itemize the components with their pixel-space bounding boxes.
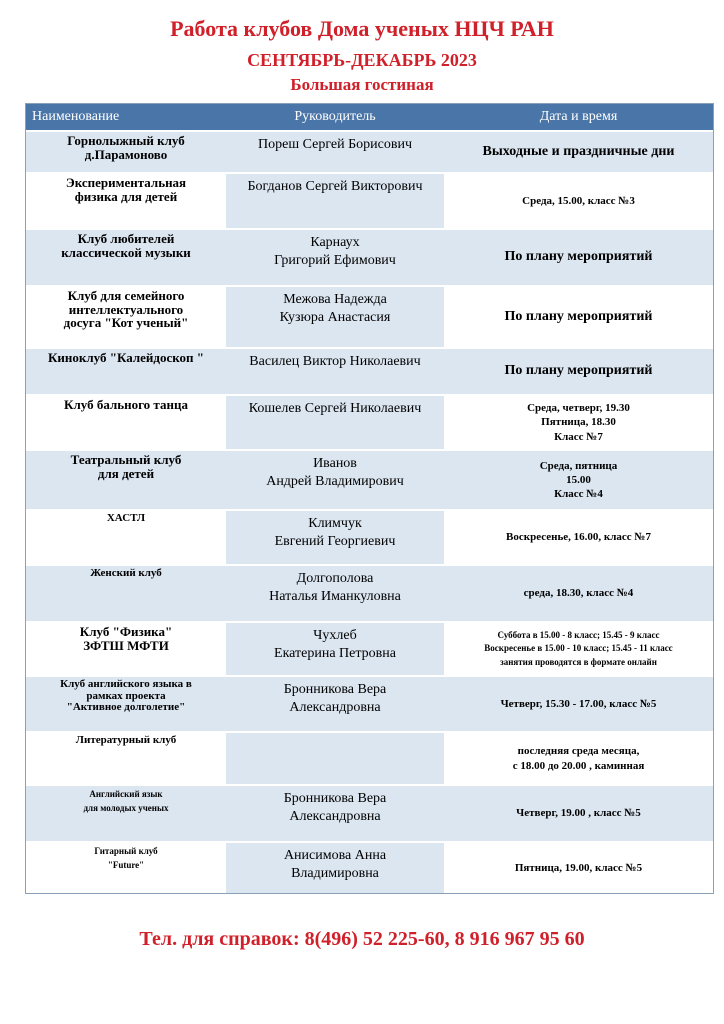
- schedule-cell: [444, 677, 713, 731]
- table-row: [26, 285, 713, 347]
- name-line: для молодых ученых: [83, 802, 169, 813]
- schedule-line: с 18.00 до 20.00 , каминная: [512, 759, 645, 772]
- leader-cell: [226, 287, 444, 347]
- leader-line: Бронникова Вера: [283, 791, 387, 806]
- table-row: [26, 347, 713, 394]
- schedule-line: Класс №4: [554, 488, 603, 501]
- name-line: Английский язык: [89, 789, 163, 799]
- schedule-cell: [444, 451, 713, 509]
- leader-line: Иванов: [313, 456, 357, 471]
- name-cell: [26, 733, 226, 784]
- schedule-cell: [444, 623, 713, 675]
- column-header-schedule: Дата и время: [539, 109, 618, 124]
- venue-subtitle: Большая гостиная: [290, 75, 434, 94]
- schedule-cell: [444, 396, 713, 449]
- name-line: Театральный клуб: [70, 452, 182, 467]
- name-line: физика для детей: [74, 188, 178, 204]
- period-subtitle: СЕНТЯБРЬ-ДЕКАБРЬ 2023: [247, 50, 477, 70]
- schedule-cell: [444, 786, 713, 841]
- schedule-line: Выходные и праздничные дни: [482, 143, 675, 159]
- column-header-name: Наименование: [32, 109, 120, 124]
- schedule-cell: [444, 287, 713, 347]
- leader-line: Богданов Сергей Викторович: [247, 179, 423, 194]
- leader-cell: [226, 677, 444, 731]
- schedule-line: По плану мероприятий: [504, 249, 653, 265]
- name-line: Клуб бального танца: [64, 397, 188, 412]
- schedule-line: Воскресенье в 15.00 - 10 класс; 15.45 - 11 класс: [484, 643, 673, 654]
- name-cell: [26, 786, 226, 841]
- name-cell: [26, 174, 226, 228]
- schedule-line: Суббота в 15.00 - 8 класс; 15.45 - 9 класс: [497, 629, 660, 640]
- name-line: Женский клуб: [90, 567, 162, 579]
- leader-line: Александровна: [289, 699, 381, 715]
- table-row: [26, 841, 713, 893]
- schedule-line: последняя среда месяца,: [517, 745, 640, 758]
- name-line: интеллектуального: [68, 301, 184, 317]
- name-line: "Активное долголетие": [66, 701, 186, 714]
- leader-line: Климчук: [308, 516, 362, 531]
- name-line: Клуб английского языка в: [60, 678, 192, 690]
- schedule-line: среда, 18.30, класс №4: [523, 587, 634, 600]
- leader-cell: [226, 451, 444, 509]
- schedule-line: Воскресенье, 16.00, класс №7: [506, 531, 651, 544]
- name-line: Горнолыжный клуб: [67, 133, 185, 148]
- name-line: досуга "Кот ученый": [63, 315, 189, 331]
- table-row: [26, 621, 713, 675]
- schedule-line: Четверг, 19.00 , класс №5: [516, 807, 641, 820]
- table-row: [26, 228, 713, 285]
- table-row: [26, 130, 713, 172]
- schedule-line: Среда, пятница: [539, 459, 618, 472]
- leader-line: Межова Надежда: [283, 292, 387, 307]
- leader-line: Карнаух: [310, 235, 360, 250]
- schedule-cell: [444, 174, 713, 228]
- leader-line: Кошелев Сергей Николаевич: [248, 401, 422, 416]
- name-cell: [26, 623, 226, 675]
- leader-cell: [226, 786, 444, 841]
- table-body: [26, 130, 713, 893]
- leader-line: Григорий Ефимович: [274, 252, 396, 268]
- leader-cell: [226, 349, 444, 394]
- schedule-line: 15.00: [566, 473, 591, 486]
- name-line: Клуб для семейного: [67, 288, 185, 303]
- name-cell: [26, 287, 226, 347]
- name-cell: [26, 843, 226, 893]
- leader-line: Евгений Георгиевич: [274, 533, 396, 549]
- name-cell: [26, 396, 226, 449]
- leader-line: Долгополова: [296, 571, 374, 586]
- schedule-cell: [444, 230, 713, 285]
- name-cell: [26, 566, 226, 621]
- name-cell: [26, 230, 226, 285]
- name-line: ЗФТШ МФТИ: [83, 637, 169, 653]
- leader-line: Кузюра Анастасия: [279, 309, 391, 325]
- table-row: [26, 509, 713, 564]
- contact-phone: Тел. для справок: 8(496) 52 225-60, 8 916 967 95 60: [139, 928, 585, 950]
- column-header-leader: Руководитель: [294, 109, 376, 124]
- name-cell: [26, 349, 226, 394]
- name-line: ХАСТЛ: [106, 512, 146, 524]
- table-row: [26, 675, 713, 731]
- name-line: Клуб любителей: [77, 231, 175, 246]
- schedule-line: Среда, четверг, 19.30: [527, 402, 630, 415]
- schedule-line: Класс №7: [554, 430, 603, 443]
- schedule-line: По плану мероприятий: [504, 363, 653, 379]
- name-line: Литературный клуб: [75, 734, 177, 746]
- leader-cell: [226, 174, 444, 228]
- leader-line: Наталья Иманкуловна: [269, 588, 401, 604]
- name-cell: [26, 451, 226, 509]
- leader-line: Чухлеб: [313, 628, 357, 643]
- name-line: для детей: [97, 465, 155, 481]
- name-line: рамках проекта: [86, 689, 166, 702]
- schedule-line: Пятница, 19.00, класс №5: [514, 861, 643, 874]
- leader-line: Александровна: [289, 808, 381, 824]
- leader-cell: [226, 511, 444, 564]
- name-cell: [26, 132, 226, 172]
- name-line: Экспериментальная: [65, 175, 187, 190]
- leader-line: Пореш Сергей Борисович: [258, 137, 412, 152]
- schedule-cell: [444, 511, 713, 564]
- table-row: [26, 564, 713, 621]
- table-row: [26, 394, 713, 449]
- schedule-line: Четверг, 15.30 - 17.00, класс №5: [500, 697, 657, 710]
- schedule-cell: [444, 566, 713, 621]
- leader-cell: [226, 733, 444, 784]
- leader-line: Андрей Владимирович: [266, 473, 404, 489]
- schedule-cell: [444, 843, 713, 893]
- table-row: [26, 172, 713, 228]
- name-cell: [26, 677, 226, 731]
- name-line: д.Парамоново: [84, 146, 168, 162]
- schedule-cell: [444, 349, 713, 394]
- leader-cell: [226, 396, 444, 449]
- clubs-table: [25, 103, 714, 894]
- leader-cell: [226, 230, 444, 285]
- leader-line: Бронникова Вера: [283, 682, 387, 697]
- name-cell: [26, 511, 226, 564]
- schedule-line: Пятница, 18.30: [541, 416, 616, 429]
- leader-cell: [226, 623, 444, 675]
- leader-line: Владимировна: [291, 865, 379, 881]
- schedule-line: занятия проводятся в формате онлайн: [500, 656, 657, 667]
- schedule-cell: [444, 132, 713, 172]
- name-line: "Future": [107, 859, 145, 870]
- table-row: [26, 731, 713, 784]
- schedule-line: По плану мероприятий: [504, 308, 653, 324]
- schedule-line: Среда, 15.00, класс №3: [522, 194, 635, 207]
- name-line: Гитарный клуб: [94, 846, 158, 856]
- leader-cell: [226, 132, 444, 172]
- table-row: [26, 784, 713, 841]
- page-title: Работа клубов Дома ученых НЦЧ РАН: [170, 16, 554, 41]
- table-header: [26, 104, 713, 130]
- leader-line: Анисимова Анна: [283, 848, 387, 863]
- schedule-cell: [444, 733, 713, 784]
- leader-line: Екатерина Петровна: [274, 645, 396, 661]
- table-row: [26, 449, 713, 509]
- name-line: Киноклуб "Калейдоскоп ": [47, 350, 205, 365]
- leader-line: Василец Виктор Николаевич: [249, 354, 421, 369]
- leader-cell: [226, 566, 444, 621]
- name-line: Клуб "Физика": [79, 624, 173, 639]
- leader-cell: [226, 843, 444, 893]
- name-line: классической музыки: [61, 244, 191, 260]
